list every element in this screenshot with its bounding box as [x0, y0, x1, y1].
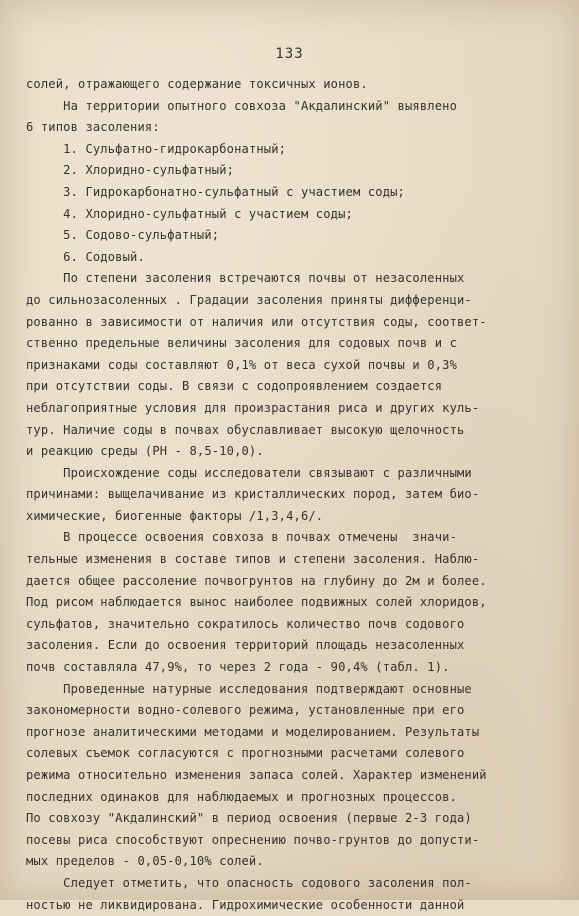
- text-line: Происхождение соды исследователи связывают с различными: [26, 465, 472, 480]
- text-line: последних одинаков для наблюдаемых и прогнозных процессов.: [26, 789, 458, 804]
- page-number: 133: [275, 46, 304, 62]
- text-line: Проведенные натурные исследования подтверждают основные: [26, 681, 472, 696]
- text-line: По совхозу "Акдалинский" в период освоения (первые 2-3 года): [26, 811, 472, 826]
- text-line: ностью не ликвидирована. Гидрохимические особенности данной: [26, 897, 465, 912]
- body-text: [26, 74, 566, 916]
- text-line: мых пределов - 0,05-0,10% солей.: [26, 854, 264, 869]
- text-line: признаками соды составляют 0,1% от веса сухой почвы и 0,3%: [26, 357, 458, 372]
- text-line: закономерности водно-солевого режима, установленные при его: [26, 703, 465, 718]
- text-line: дается общее рассоление почвогрунтов на глубину до 2м и более.: [26, 573, 487, 588]
- list-item: 2. Хлоридно-сульфатный;: [26, 163, 235, 178]
- text-line: Под рисом наблюдается вынос наиболее подвижных солей хлоридов,: [26, 595, 487, 610]
- text-line: На территории опытного совхоза "Акдалинский" выявлено: [26, 98, 458, 113]
- text-line: посевы риса способствуют опреснению почво-грунтов до допусти-: [26, 832, 480, 847]
- text-line: рованно в зависимости от наличия или отсутствия соды, соответ-: [26, 314, 487, 329]
- text-line: солей, отражающего содержание токсичных ионов.: [26, 77, 368, 91]
- text-line: режима относительно изменения запаса солей. Характер изменений: [26, 768, 487, 782]
- text-line: 6 типов засоления:: [26, 120, 160, 135]
- text-line: По степени засоления встречаются почвы от незасоленных: [26, 271, 465, 286]
- text-line: сульфатов, значительно сократилось количество почв содового: [26, 616, 465, 631]
- text-line: Следует отметить, что опасность содового засоления пол-: [26, 875, 472, 890]
- text-line: почв составляла 47,9%, то через 2 года - 90,4% (табл. 1).: [26, 660, 450, 675]
- text-line: и реакцию среды (РН - 8,5-10,0).: [26, 444, 264, 459]
- text-line: причинами: выщелачивание из кристаллических пород, затем био-: [26, 487, 480, 502]
- list-item: 1. Сульфатно-гидрокарбонатный;: [26, 141, 287, 156]
- text-line: тельные изменения в составе типов и степени засоления. Наблю-: [26, 552, 480, 567]
- list-item: 5. Содово-сульфатный;: [26, 228, 220, 243]
- text-line: В процессе освоения совхоза в почвах отмечены значи-: [26, 530, 458, 545]
- text-line: солевых съемок согласуются с прогнозными расчетами солевого: [26, 746, 465, 761]
- text-line: тур. Наличие соды в почвах обуславливает высокую щелочность: [26, 422, 465, 437]
- text-line: химические, биогенные факторы /1,3,4,6/.: [26, 508, 324, 523]
- list-item: 6. Содовый.: [26, 249, 145, 264]
- list-item: 4. Хлоридно-сульфатный с участием соды;: [26, 206, 353, 221]
- text-line: неблагоприятные условия для произрастания риса и других куль-: [26, 400, 480, 415]
- list-item: 3. Гидрокарбонатно-сульфатный с участием соды;: [26, 184, 405, 199]
- text-line: до сильнозасоленных . Градации засоления приняты дифференци-: [26, 292, 472, 307]
- text-line: ственно предельные величины засоления для содовых почв и с: [26, 336, 458, 351]
- text-line: при отсутствии соды. В связи с содопроявлением создается: [26, 379, 443, 394]
- text-line: прогнозе аналитическими методами и моделированием. Результаты: [26, 724, 480, 739]
- text-line: засоления. Если до освоения территорий площадь незасоленных: [26, 638, 465, 653]
